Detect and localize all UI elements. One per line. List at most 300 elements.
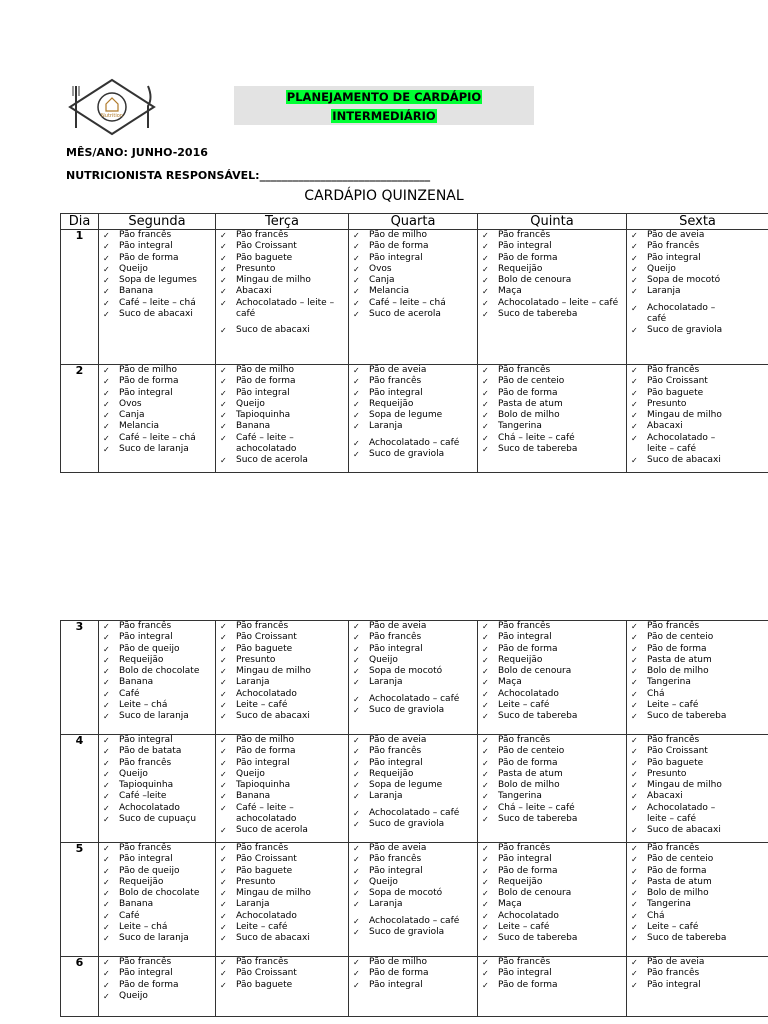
list-item — [220, 230, 348, 241]
menu-item-text: Pão de centeio — [647, 632, 714, 643]
menu-item-text: Achocolatado — [119, 802, 180, 813]
header-segunda: Segunda — [99, 214, 216, 230]
check-icon: ✓ — [353, 694, 360, 704]
menu-item-text: Suco de cupuaçu — [119, 814, 197, 825]
menu-item-text: Requeijão — [498, 263, 543, 274]
list-item — [631, 843, 768, 854]
list-item — [220, 922, 348, 933]
menu-item-text: Pão de aveia — [647, 230, 705, 240]
check-icon: ✓ — [631, 889, 638, 899]
list-item — [103, 666, 215, 677]
menu-item-text: Café – leite – chá — [119, 432, 196, 443]
check-icon: ✓ — [220, 326, 227, 336]
check-icon: ✓ — [631, 712, 638, 722]
check-icon: ✓ — [103, 866, 110, 876]
check-icon: ✓ — [631, 433, 638, 443]
menu-item-text: Chá — [647, 688, 665, 699]
list-item — [482, 621, 626, 632]
list-item — [353, 957, 477, 968]
list-item — [353, 644, 477, 655]
menu-list — [99, 230, 215, 320]
menu-item-text: Pão integral — [236, 387, 290, 398]
list-item — [631, 780, 768, 791]
list-item — [482, 922, 626, 933]
check-icon: ✓ — [103, 622, 110, 631]
check-icon: ✓ — [482, 422, 489, 432]
list-item — [631, 689, 768, 700]
title-line-2: INTERMEDIÁRIO — [332, 109, 436, 123]
list-item — [220, 700, 348, 711]
menu-item-text: Pão integral — [119, 968, 173, 979]
menu-item-text: Suco de tabereba — [647, 711, 727, 722]
list-item — [353, 888, 477, 899]
list-item — [631, 968, 768, 979]
menu-cell — [216, 735, 349, 843]
logo — [66, 78, 158, 136]
check-icon: ✓ — [220, 877, 227, 887]
menu-item-text: Bolo de cenoura — [498, 275, 572, 286]
list-item — [631, 376, 768, 387]
list-item — [103, 735, 215, 746]
menu-item-text: Banana — [236, 791, 271, 802]
menu-item-text: Requeijão — [369, 768, 414, 779]
check-icon: ✓ — [103, 242, 110, 252]
menu-item-text: Mingau de milho — [647, 780, 722, 791]
menu-item-text: Pão de milho — [236, 365, 294, 375]
check-icon: ✓ — [220, 622, 227, 631]
list-item — [482, 888, 626, 899]
menu-item-text: Queijo — [119, 263, 148, 274]
list-item — [220, 421, 348, 432]
menu-item-text: Presunto — [236, 654, 276, 665]
list-item — [220, 410, 348, 421]
check-icon: ✓ — [631, 644, 638, 654]
month-year-label: MÊS/ANO: JUNHO-2016 — [66, 146, 208, 159]
menu-item-text: Tapioquinha — [236, 410, 291, 421]
list-item — [482, 803, 626, 814]
check-icon: ✓ — [220, 701, 227, 711]
table-row — [61, 230, 768, 365]
header-terca: Terça — [216, 214, 349, 230]
list-item — [103, 791, 215, 802]
list-item — [482, 286, 626, 297]
check-icon: ✓ — [631, 253, 638, 263]
menu-item-text: Pão francês — [647, 968, 700, 979]
title-box — [234, 86, 534, 125]
check-icon: ✓ — [631, 758, 638, 768]
menu-item-text: Pão de forma — [369, 968, 429, 979]
check-icon: ✓ — [482, 923, 489, 933]
check-icon: ✓ — [353, 877, 360, 887]
menu-item-text: Pão integral — [369, 387, 423, 398]
list-item — [220, 933, 348, 944]
list-item — [631, 286, 768, 297]
check-icon: ✓ — [353, 758, 360, 768]
list-item — [482, 689, 626, 700]
menu-item-text: Pão francês — [369, 632, 422, 643]
check-icon: ✓ — [353, 264, 360, 274]
menu-item-text: Mingau de milho — [236, 275, 311, 286]
menu-item-text: Pão integral — [498, 968, 552, 979]
list-item — [482, 980, 626, 991]
list-item — [631, 365, 768, 376]
menu-item-text: Bolo de cenoura — [498, 888, 572, 899]
check-icon: ✓ — [220, 781, 227, 791]
header-sexta: Sexta — [627, 214, 768, 230]
check-icon: ✓ — [103, 855, 110, 865]
list-item — [220, 769, 348, 780]
list-item — [353, 968, 477, 979]
check-icon: ✓ — [353, 231, 360, 240]
check-icon: ✓ — [353, 422, 360, 432]
list-item — [482, 711, 626, 722]
menu-item-text: Queijo — [119, 768, 148, 779]
list-item — [220, 399, 348, 410]
menu-item-text: Pão de forma — [119, 979, 179, 990]
menu-item-text: Tapioquinha — [119, 780, 174, 791]
menu-item-text: Achocolatado – café — [369, 807, 460, 818]
menu-item-text: Chá – leite – café — [498, 802, 575, 813]
check-icon: ✓ — [353, 644, 360, 654]
check-icon: ✓ — [631, 803, 638, 813]
list-item — [220, 264, 348, 275]
check-icon: ✓ — [482, 264, 489, 274]
menu-list — [627, 735, 768, 837]
list-item — [353, 264, 477, 275]
check-icon: ✓ — [631, 422, 638, 432]
check-icon: ✓ — [482, 969, 489, 979]
menu-cell — [99, 957, 216, 1017]
check-icon: ✓ — [220, 456, 227, 466]
menu-list — [349, 365, 477, 460]
list-item — [103, 399, 215, 410]
check-icon: ✓ — [482, 622, 489, 631]
menu-item-text: Maça — [498, 899, 522, 910]
check-icon: ✓ — [220, 911, 227, 921]
list-item — [103, 309, 215, 320]
check-icon: ✓ — [220, 958, 227, 967]
list-item — [482, 421, 626, 432]
check-icon: ✓ — [353, 399, 360, 409]
list-item — [631, 677, 768, 688]
list-item — [220, 286, 348, 297]
list-item — [353, 230, 477, 241]
menu-cell — [349, 843, 478, 957]
check-icon: ✓ — [482, 866, 489, 876]
list-item — [631, 899, 768, 910]
list-item — [353, 621, 477, 632]
menu-item-text: Pão francês — [236, 230, 289, 240]
list-item — [631, 758, 768, 769]
menu-item-text: Banana — [119, 677, 154, 688]
menu-item-text: Achocolatado – café — [369, 693, 460, 704]
menu-cell — [627, 957, 768, 1017]
menu-item-text: Sopa de legume — [369, 410, 443, 421]
list-item — [631, 803, 768, 826]
check-icon: ✓ — [631, 242, 638, 252]
check-icon: ✓ — [482, 855, 489, 865]
list-item — [353, 253, 477, 264]
menu-list — [627, 365, 768, 467]
menu-item-text: Laranja — [647, 286, 681, 297]
menu-cell — [478, 621, 627, 735]
list-item — [353, 780, 477, 791]
list-item — [482, 410, 626, 421]
list-item — [353, 632, 477, 643]
check-icon: ✓ — [353, 438, 360, 448]
check-icon: ✓ — [631, 911, 638, 921]
list-item — [482, 666, 626, 677]
menu-list — [478, 365, 626, 455]
list-item — [103, 957, 215, 968]
check-icon: ✓ — [220, 900, 227, 910]
title-line-1: PLANEJAMENTO DE CARDÁPIO — [286, 90, 482, 104]
list-item — [353, 421, 477, 432]
menu-item-text: Pão de forma — [498, 252, 558, 263]
menu-cell — [216, 957, 349, 1017]
list-item — [220, 298, 348, 321]
menu-item-text: Canja — [369, 275, 395, 286]
list-item — [103, 433, 215, 444]
menu-item-text: Bolo de milho — [647, 666, 709, 677]
menu-item-text: Pão de aveia — [369, 621, 427, 631]
list-item — [631, 957, 768, 968]
check-icon: ✓ — [103, 399, 110, 409]
check-icon: ✓ — [103, 667, 110, 677]
menu-item-text: Café – leite – achocolatado — [236, 802, 297, 825]
logo-text: Nutrition — [101, 113, 123, 119]
list-item — [353, 705, 477, 716]
menu-item-text: Achocolatado — [236, 910, 297, 921]
check-icon: ✓ — [220, 689, 227, 699]
list-item — [103, 877, 215, 888]
menu-item-text: Pão francês — [498, 230, 551, 240]
menu-item-text: Pão de forma — [119, 252, 179, 263]
menu-list — [216, 621, 348, 723]
menu-item-text: Pão de forma — [498, 757, 558, 768]
list-item — [353, 365, 477, 376]
list-item — [482, 758, 626, 769]
check-icon: ✓ — [103, 747, 110, 757]
menu-item-text: Suco de acerola — [369, 309, 441, 320]
list-item — [103, 388, 215, 399]
check-icon: ✓ — [482, 889, 489, 899]
menu-item-text: Laranja — [236, 677, 270, 688]
menu-list — [349, 957, 477, 991]
list-item — [103, 980, 215, 991]
menu-item-text: Pão integral — [647, 979, 701, 990]
menu-item-text: Pão baguete — [236, 643, 293, 654]
menu-item-text: Achocolatado — [498, 688, 559, 699]
menu-item-text: Suco de acerola — [236, 455, 308, 466]
menu-list — [627, 230, 768, 337]
check-icon: ✓ — [353, 450, 360, 460]
menu-item-text: Pão francês — [647, 621, 700, 631]
list-item — [220, 325, 348, 336]
menu-item-text: Pão integral — [369, 252, 423, 263]
list-item — [482, 632, 626, 643]
menu-cell — [99, 843, 216, 957]
check-icon: ✓ — [482, 934, 489, 944]
check-icon: ✓ — [103, 781, 110, 791]
menu-item-text: Pasta de atum — [498, 768, 563, 779]
list-item — [631, 621, 768, 632]
menu-item-text: Mingau de milho — [236, 888, 311, 899]
list-item — [631, 303, 768, 326]
check-icon: ✓ — [482, 781, 489, 791]
menu-item-text: Suco de abacaxi — [119, 309, 193, 320]
menu-item-text: Pão de centeio — [647, 854, 714, 865]
list-item — [220, 666, 348, 677]
menu-list — [349, 621, 477, 716]
menu-cell — [349, 365, 478, 473]
check-icon: ✓ — [220, 826, 227, 836]
menu-item-text: Maça — [498, 286, 522, 297]
check-icon: ✓ — [220, 399, 227, 409]
menu-cell — [627, 365, 768, 473]
menu-item-text: Pão integral — [119, 241, 173, 252]
menu-cell — [478, 843, 627, 957]
list-item — [353, 746, 477, 757]
list-item — [103, 264, 215, 275]
menu-item-text: Pão francês — [236, 843, 289, 853]
check-icon: ✓ — [631, 855, 638, 865]
check-icon: ✓ — [631, 366, 638, 375]
menu-item-text: Pão francês — [236, 621, 289, 631]
list-item — [631, 230, 768, 241]
menu-item-text: Pão francês — [498, 621, 551, 631]
menu-item-text: Suco de tabereba — [498, 444, 578, 455]
check-icon: ✓ — [631, 980, 638, 990]
menu-item-text: Chá – leite – café — [498, 432, 575, 443]
menu-item-text: Achocolatado — [498, 910, 559, 921]
menu-item-text: Sopa de legumes — [119, 275, 197, 286]
menu-item-text: Presunto — [236, 263, 276, 274]
menu-item-text: Pão integral — [369, 865, 423, 876]
menu-item-text: Sopa de legume — [369, 780, 443, 791]
list-item — [103, 298, 215, 309]
menu-item-text: Café — [119, 910, 140, 921]
menu-item-text: Pão baguete — [236, 865, 293, 876]
check-icon: ✓ — [353, 667, 360, 677]
menu-item-text: Suco de graviola — [369, 449, 445, 460]
menu-item-text: Mingau de milho — [647, 410, 722, 421]
list-item — [482, 791, 626, 802]
list-item — [103, 866, 215, 877]
check-icon: ✓ — [631, 276, 638, 286]
check-icon: ✓ — [103, 815, 110, 825]
menu-list — [478, 843, 626, 945]
menu-item-text: Café — [119, 688, 140, 699]
menu-item-text: Pão de centeio — [498, 376, 565, 387]
check-icon: ✓ — [103, 231, 110, 240]
check-icon: ✓ — [631, 678, 638, 688]
menu-item-text: Pão integral — [647, 252, 701, 263]
check-icon: ✓ — [220, 969, 227, 979]
menu-item-text: Pão de aveia — [647, 957, 705, 967]
list-item — [103, 922, 215, 933]
check-icon: ✓ — [103, 991, 110, 1001]
list-item — [482, 365, 626, 376]
check-icon: ✓ — [353, 287, 360, 297]
menu-cell — [99, 230, 216, 365]
check-icon: ✓ — [482, 667, 489, 677]
check-icon: ✓ — [353, 276, 360, 286]
list-item — [353, 980, 477, 991]
check-icon: ✓ — [103, 701, 110, 711]
menu-list — [478, 957, 626, 991]
list-item — [353, 877, 477, 888]
check-icon: ✓ — [103, 792, 110, 802]
check-icon: ✓ — [482, 388, 489, 398]
menu-item-text: Abacaxi — [236, 286, 272, 297]
menu-cell — [627, 230, 768, 365]
menu-item-text: Pão de forma — [498, 387, 558, 398]
list-item — [482, 780, 626, 791]
check-icon: ✓ — [631, 866, 638, 876]
menu-item-text: Pão baguete — [236, 979, 293, 990]
list-item — [220, 758, 348, 769]
list-item — [103, 644, 215, 655]
check-icon: ✓ — [220, 422, 227, 432]
list-item — [631, 666, 768, 677]
check-icon: ✓ — [353, 736, 360, 745]
menu-item-text: Pão baguete — [647, 757, 704, 768]
list-item — [220, 803, 348, 826]
menu-item-text: Suco de acerola — [236, 825, 308, 836]
list-item — [353, 410, 477, 421]
list-item — [103, 746, 215, 757]
menu-item-text: Pão de milho — [236, 735, 294, 745]
check-icon: ✓ — [353, 958, 360, 967]
list-item — [103, 230, 215, 241]
list-item — [353, 808, 477, 819]
list-item — [353, 769, 477, 780]
menu-item-text: Leite – café — [498, 922, 550, 933]
check-icon: ✓ — [220, 242, 227, 252]
list-item — [103, 241, 215, 252]
list-item — [482, 911, 626, 922]
list-item — [482, 700, 626, 711]
menu-item-text: Pão francês — [119, 621, 172, 631]
list-item — [482, 866, 626, 877]
check-icon: ✓ — [220, 923, 227, 933]
menu-item-text: Pão francês — [236, 957, 289, 967]
menu-item-text: Pão francês — [369, 376, 422, 387]
menu-item-text: Pasta de atum — [647, 654, 712, 665]
check-icon: ✓ — [631, 826, 638, 836]
menu-item-text: Tangerina — [647, 677, 691, 688]
check-icon: ✓ — [482, 633, 489, 643]
list-item — [220, 877, 348, 888]
check-icon: ✓ — [353, 900, 360, 910]
list-item — [631, 933, 768, 944]
menu-item-text: Pão francês — [119, 957, 172, 967]
list-item — [220, 911, 348, 922]
list-item — [482, 854, 626, 865]
check-icon: ✓ — [103, 678, 110, 688]
check-icon: ✓ — [103, 264, 110, 274]
menu-item-text: Pão de milho — [369, 957, 427, 967]
menu-item-text: Tapioquinha — [236, 780, 291, 791]
menu-item-text: Sopa de mocotó — [647, 275, 721, 286]
list-item — [353, 791, 477, 802]
check-icon: ✓ — [103, 911, 110, 921]
menu-item-text: Café – leite – achocolatado — [236, 432, 297, 455]
check-icon: ✓ — [353, 633, 360, 643]
menu-item-text: Pão de milho — [119, 365, 177, 375]
check-icon: ✓ — [631, 633, 638, 643]
